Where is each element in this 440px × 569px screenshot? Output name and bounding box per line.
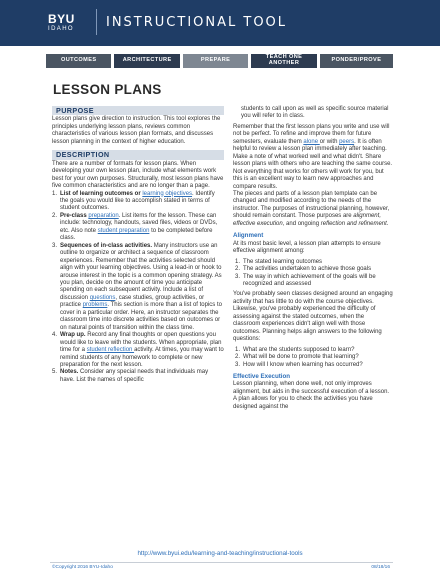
list-item-text: The stated learning outcomes bbox=[243, 258, 323, 265]
description-heading: DESCRIPTION bbox=[52, 150, 224, 159]
nav-tabs bbox=[46, 54, 393, 68]
logo-byu-text: BYU bbox=[48, 12, 75, 26]
list-item-text: The way in which achievement of the goals will be recognized and assessed bbox=[243, 273, 376, 287]
list-number: 4. bbox=[52, 332, 58, 339]
list-item-text: The activities undertaken to achieve those goals bbox=[243, 266, 372, 273]
evaluate-paragraph bbox=[233, 124, 393, 191]
purpose-heading: PURPOSE bbox=[52, 106, 224, 115]
list-item-text: . This section is more than a list of topics to cover in a particular order. Here, an instructor separates the classroom time into discrete activities based on outcomes or on natural points of transition within the class time. bbox=[60, 302, 222, 331]
list-item bbox=[52, 369, 224, 384]
paragraph-italic: reflection and refinement bbox=[320, 220, 387, 227]
list-item-text: What are the students supposed to learn? bbox=[243, 346, 355, 353]
list-number: 1. bbox=[235, 346, 241, 353]
questions-list bbox=[233, 347, 393, 369]
paragraph-text: . It is often helpful to review a lesson plan immediately after teaching. Make a note of what worked well and what didn't. Share lesson plans with others who are teaching the same course. Not everything that works for others will work for you, but this is an excellent way to learn new approaches and compare results. bbox=[233, 138, 393, 190]
list-item-text: Consider any special needs that individuals may have. List the names of specific bbox=[60, 369, 209, 383]
purpose-text: Lesson plans give direction to instruction. This tool explores the principles underlying lesson plans, reviews common characteristics of various lesson plan formats, and discusses lesson planning in the context of higher education. bbox=[52, 116, 221, 145]
right-column bbox=[233, 106, 393, 411]
list-item-text: to be completed before class. bbox=[60, 227, 213, 242]
list-number: 2. bbox=[52, 212, 58, 219]
student-reflection-link[interactable]: student reflection bbox=[86, 347, 135, 354]
list-item bbox=[52, 213, 224, 243]
list-number: 1. bbox=[235, 258, 241, 265]
list-item bbox=[233, 354, 393, 361]
paragraph-text: The pieces and parts of a lesson plan template can be changed and modified according to the needs of the instructor. The purposes of instructional planning, however, should remain constant. Those purposes are bbox=[233, 190, 390, 220]
list-item-text: , case studies, group activities, or practice bbox=[60, 294, 205, 309]
footer-divider bbox=[50, 562, 393, 563]
list-item-text: What will be done to promote that learning? bbox=[243, 354, 359, 361]
footer-copyright: ©Copyright 2016 BYU-Idaho bbox=[52, 565, 113, 569]
list-item-text: How will I know when learning has occurred? bbox=[243, 361, 363, 368]
byu-idaho-logo[interactable] bbox=[48, 13, 75, 32]
execution-paragraph: Lesson planning, when done well, not only improves alignment, but aids in the successful execution of a lesson. A plan allows for you to check the activities you have designed against the bbox=[233, 381, 390, 410]
list-item-text: . Identify the goals you would like to accomplish stated in terms of student outcomes. bbox=[60, 190, 215, 212]
header-divider bbox=[96, 9, 97, 35]
list-item bbox=[52, 191, 224, 213]
list-item bbox=[52, 332, 224, 369]
paragraph-text: Remember that the first lesson plans you write and use will not be perfect. To refine and improve them for future semesters, evaluate them bbox=[233, 123, 390, 145]
student-preparation-link[interactable]: student preparation bbox=[97, 227, 150, 234]
logo-idaho-text: IDAHO bbox=[48, 26, 75, 32]
left-column bbox=[52, 106, 224, 384]
list-item bbox=[233, 259, 393, 266]
page-title: LESSON PLANS bbox=[53, 82, 162, 97]
effective-execution-heading: Effective Execution bbox=[233, 372, 291, 380]
tab-ponder-prove[interactable]: PONDER/PROVE bbox=[320, 54, 393, 68]
list-item bbox=[233, 274, 393, 289]
list-number: 3. bbox=[52, 242, 58, 249]
list-item-text: activity. At times, you may want to remind students of any homework to complete or new preparation for the next lesson. bbox=[60, 347, 224, 368]
alignment-intro: At its most basic level, a lesson plan attempts to ensure effective alignment among: bbox=[233, 240, 381, 255]
paragraph-text: or with bbox=[319, 138, 340, 145]
list-item-text: Record any final thoughts or open questions you would like to leave with the students. When appropriate, plan time for a bbox=[60, 332, 222, 354]
list-item-text: . List items for the lesson. These can include: technology, handouts, saved files, videos or DVDs, etc. Also note bbox=[60, 212, 218, 234]
template-paragraph bbox=[233, 191, 393, 228]
paragraph-text: , and ongoing bbox=[282, 220, 321, 227]
list-number: 3. bbox=[235, 361, 241, 368]
notes-continued-text: students to call upon as well as specific source material you will refer to in class. bbox=[241, 106, 389, 120]
lesson-plan-characteristics-list bbox=[52, 191, 224, 385]
list-item-bold: Wrap up. bbox=[60, 332, 86, 339]
list-item-bold: Sequences of in-class activities. bbox=[60, 242, 153, 249]
footer-url-link[interactable]: http://www.byui.edu/learning-and-teaching/instructional-tools bbox=[137, 550, 303, 557]
alignment-heading: Alignment bbox=[233, 232, 264, 240]
description-intro: There are a number of formats for lesson plans. When developing your own lesson plan, include what elements work best for your own purposes. Structurally, most lesson plans have five common characteristics and are no longer than a page. bbox=[52, 160, 224, 190]
paragraph-italic: alignment, effective execution bbox=[233, 213, 381, 227]
alone-link[interactable]: alone bbox=[303, 138, 320, 145]
footer-date: 08/18/16 bbox=[371, 565, 390, 569]
tab-architecture[interactable]: ARCHITECTURE bbox=[114, 54, 179, 68]
list-number: 2. bbox=[235, 354, 241, 361]
list-number: 3. bbox=[235, 273, 241, 280]
list-item-text: Many instructors use an outline to organize or architect a sequence of classroom experiences. Remember that the activities selected should align with your learning objectives. Using a lead-in or hook to arouse interest in the topic is a common opening strategy. As you plan, decide on the amount of time you anticipate spending on each subsequent activity. Include a list of discussion bbox=[60, 242, 222, 301]
peers-link[interactable]: peers bbox=[339, 138, 355, 145]
list-item-bold: Notes. bbox=[60, 369, 79, 376]
header-bar bbox=[0, 0, 440, 46]
tab-prepare[interactable]: PREPARE bbox=[183, 54, 248, 68]
planning-paragraph: You've probably seen classes designed around an engaging activity that has little to do with the course objectives. Likewise, you've probably experienced the difficulty of assessing against the stated outcomes, when the classroom experiences didn't align well with those outcomes. Planning helps align answers to the following questions: bbox=[233, 291, 393, 343]
tab-outcomes[interactable]: OUTCOMES bbox=[46, 54, 111, 68]
tab-teach-one-another[interactable]: TEACH ONE ANOTHER bbox=[251, 54, 316, 68]
list-number: 2. bbox=[235, 266, 241, 273]
list-number: 5. bbox=[52, 369, 58, 376]
list-number: 1. bbox=[52, 190, 58, 197]
list-item bbox=[233, 362, 393, 369]
paragraph-text: . bbox=[386, 220, 389, 227]
learning-objectives-link[interactable]: learning objectives bbox=[142, 190, 193, 197]
list-item-bold: Pre-class bbox=[60, 212, 89, 219]
problems-link[interactable]: problems bbox=[82, 302, 108, 309]
preparation-link[interactable]: preparation bbox=[88, 212, 119, 219]
list-item-bold: List of learning outcomes or bbox=[60, 190, 143, 197]
list-item bbox=[233, 266, 393, 273]
header-title: INSTRUCTIONAL TOOL bbox=[106, 15, 288, 30]
alignment-list bbox=[233, 259, 393, 289]
list-item bbox=[52, 243, 224, 332]
questions-link[interactable]: questions bbox=[89, 294, 116, 301]
list-item bbox=[233, 347, 393, 354]
